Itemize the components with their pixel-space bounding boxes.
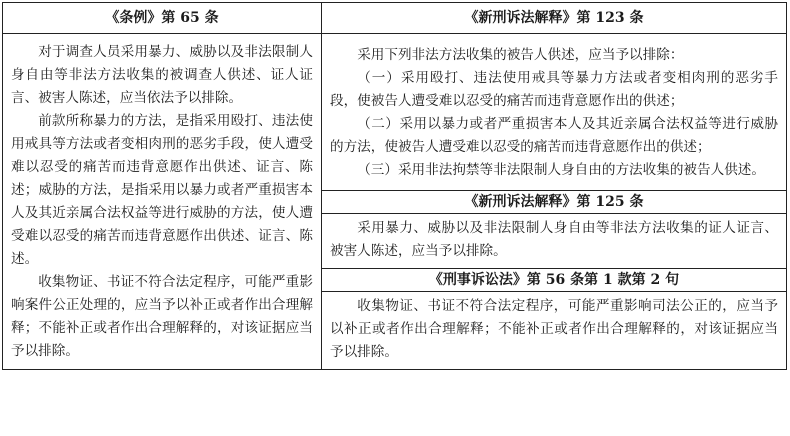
article-56-header: 《刑事诉讼法》第 56 条第 1 款第 2 句: [322, 268, 787, 291]
regulation-paragraph: 前款所称暴力的方法，是指采用殴打、违法使用戒具等方法或者变相肉刑的恶劣手段，使人遭受难以忍受的痛苦而违背意愿作出供述、证言、陈述；威胁的方法，是指采用以暴力或者严重损害本人及其近亲属合法权益等进行威胁的方法，使人遭受难以忍受的痛苦而违背意愿作出供述、证言、陈述。: [11, 113, 313, 267]
regulation-article-65-cell: [3, 34, 322, 370]
left-column-header: 《条例》第 65 条: [3, 3, 322, 34]
article-123-item: （二）采用以暴力或者严重损害本人及其近亲属合法权益等进行威胁的方法，使被告人遭受难以忍受的痛苦而违背意愿作出的供述；: [330, 116, 778, 155]
interpretation-article-123-cell: [322, 34, 787, 191]
article-125-header: 《新刑诉法解释》第 125 条: [322, 191, 787, 214]
regulation-paragraph: 收集物证、书证不符合法定程序，可能严重影响案件公正处理的，应当予以补正或者作出合理解释；不能补正或者作出合理解释的，对该证据应当予以排除。: [11, 274, 313, 359]
law-comparison-table: [2, 2, 787, 370]
article-123-item: （一）采用殴打、违法使用戒具等暴力方法或者变相肉刑的恶劣手段，使被告人遭受难以忍受的痛苦而违背意愿作出的供述；: [330, 70, 778, 109]
right-column-header: 《新刑诉法解释》第 123 条: [322, 3, 787, 34]
article-56-text: 收集物证、书证不符合法定程序，可能严重影响司法公正的，应当予以补正或者作出合理解释；不能补正或者作出合理解释的，对该证据应当予以排除。: [330, 297, 778, 360]
criminal-procedure-law-article-56-cell: [322, 291, 787, 369]
article-123-item: （三）采用非法拘禁等非法限制人身自由的方法收集的被告人供述。: [357, 162, 765, 178]
regulation-paragraph: 对于调查人员采用暴力、威胁以及非法限制人身自由等非法方法收集的被调查人供述、证人证言、被害人陈述，应当依法予以排除。: [11, 44, 313, 106]
interpretation-article-125-cell: [322, 214, 787, 269]
article-123-intro: 采用下列非法方法收集的被告人供述，应当予以排除：: [357, 47, 684, 63]
article-125-text: 采用暴力、威胁以及非法限制人身自由等非法方法收集的证人证言、被害人陈述，应当予以排除。: [330, 220, 778, 260]
